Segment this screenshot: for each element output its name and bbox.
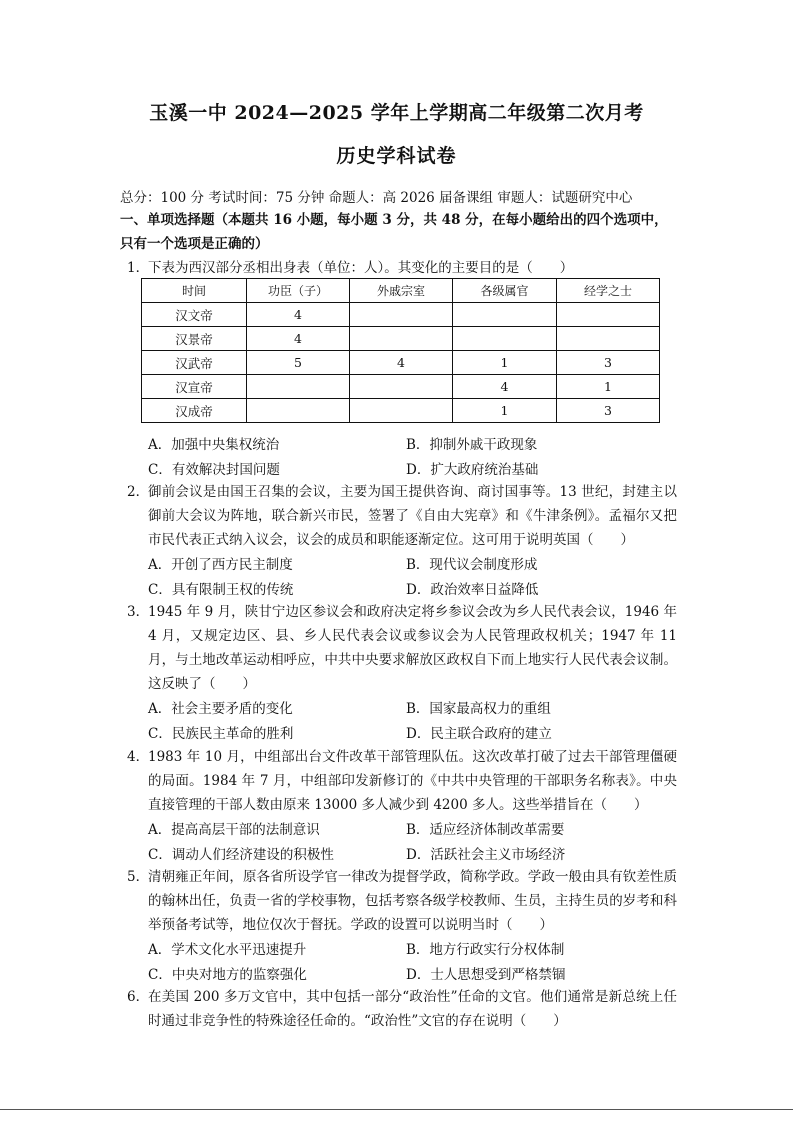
table-cell: [557, 327, 660, 351]
page-bottom-divider: [0, 1109, 793, 1110]
option-a[interactable]: A．社会主要矛盾的变化: [148, 701, 293, 717]
question-stem: 下表为西汉部分丞相出身表（单位：人）。其变化的主要目的是（ ）: [148, 260, 574, 276]
question-number: 5．: [127, 869, 150, 885]
table-cell: [247, 399, 350, 423]
table-cell: 3: [557, 399, 660, 423]
table-row: [142, 327, 660, 351]
question-2: [127, 480, 677, 552]
table-row: [142, 351, 660, 375]
option-b[interactable]: B．适应经济体制改革需要: [406, 822, 565, 838]
table-cell: [453, 303, 557, 327]
option-d[interactable]: D．士人思想受到严格禁锢: [406, 967, 566, 983]
table-cell: 汉文帝: [142, 303, 247, 327]
option-a[interactable]: A．开创了西方民主制度: [148, 557, 293, 573]
table-cell: 4: [247, 327, 350, 351]
table-cell: 汉武帝: [142, 351, 247, 375]
table-header-row: [142, 279, 660, 303]
table-cell: 1: [557, 375, 660, 399]
option-c[interactable]: C．民族民主革命的胜利: [148, 726, 294, 742]
option-a[interactable]: A．加强中央集权统治: [148, 437, 280, 453]
table-header: 各级属官: [453, 279, 557, 303]
question-number: 2．: [127, 484, 150, 500]
question-number: 1．: [127, 260, 150, 276]
table-cell: 1: [453, 399, 557, 423]
table-row: [142, 303, 660, 327]
question-stem: 1945 年 9 月，陕甘宁边区参议会和政府决定将乡参议会改为乡人民代表会议，1946 年 4 月，又规定边区、县、乡人民代表会议或参议会为人民管理政权机关；1947 年 11 月，与土地改革运动相呼应，中共中央要求解放区政权自下而上地实行人民代表会议制。这反映了（ ）: [148, 604, 677, 692]
exam-subtitle: 历史学科试卷: [336, 145, 457, 167]
question-stem: 在美国 200 多万文官中，其中包括一部分“政治性”任命的文官。他们通常是新总统上任时通过非竞争性的特殊途径任命的。“政治性”文官的存在说明（ ）: [148, 989, 677, 1029]
table-cell: 汉成帝: [142, 399, 247, 423]
option-d[interactable]: D．民主联合政府的建立: [406, 726, 552, 742]
table-header: 功臣（子）: [247, 279, 350, 303]
option-d[interactable]: D．活跃社会主义市场经济: [406, 847, 566, 863]
table-row: [142, 399, 660, 423]
question-stem: 清朝雍正年间，原各省所设学官一律改为提督学政，简称学政。学政一般由具有钦差性质的翰林出任，负责一省的学校事物，包括考察各级学校教师、生员，主持生员的岁考和科举预备考试等，地位仅次于督抚。学政的设置可以说明当时（ ）: [148, 869, 677, 933]
table-cell: [453, 327, 557, 351]
table-row: [142, 375, 660, 399]
section-heading: 一、单项选择题（本题共 16 小题，每小题 3 分，共 48 分，在每小题给出的四个选项中，只有一个选项是正确的）: [120, 212, 668, 252]
option-b[interactable]: B．抑制外戚干政现象: [406, 437, 538, 453]
option-b[interactable]: B．地方行政实行分权体制: [406, 942, 565, 958]
option-c[interactable]: C．具有限制王权的传统: [148, 582, 294, 598]
question-stem: 1983 年 10 月，中组部出台文件改革干部管理队伍。这次改革打破了过去干部管理僵硬的局面。1984 年 7 月，中组部印发新修订的《中共中央管理的干部职务名称表》。中央直接管理的干部人数由原来 13000 多人减少到 4200 多人。这些举措旨在（ ）: [148, 749, 677, 813]
option-a[interactable]: A．学术文化水平迅速提升: [148, 942, 307, 958]
table-cell: [247, 375, 350, 399]
question-1: [127, 256, 677, 280]
table-cell: [350, 375, 453, 399]
table-cell: 4: [350, 351, 453, 375]
question-number: 6．: [127, 989, 150, 1005]
option-c[interactable]: C．调动人们经济建设的积极性: [148, 847, 334, 863]
option-a[interactable]: A．提高高层干部的法制意识: [148, 822, 320, 838]
exam-title: 玉溪一中 2024—2025 学年上学期高二年级第二次月考: [149, 102, 644, 124]
option-d[interactable]: D．扩大政府统治基础: [406, 462, 539, 478]
question-stem: 御前会议是由国王召集的会议，主要为国王提供咨询、商讨国事等。13 世纪，封建主以御前大会议为阵地，联合新兴市民，签署了《自由大宪章》和《牛津条例》。孟福尔又把市民代表正式纳入议会，议会的成员和职能逐渐定位。这可用于说明英国（ ）: [148, 484, 677, 548]
table-header: 经学之士: [557, 279, 660, 303]
question-number: 3．: [127, 604, 150, 620]
question-6: [127, 985, 677, 1033]
table-cell: [350, 327, 453, 351]
table-cell: 5: [247, 351, 350, 375]
exam-meta: 总分：100 分 考试时间：75 分钟 命题人：高 2026 届备课组 审题人：试题研究中心: [120, 190, 633, 206]
option-b[interactable]: B．现代议会制度形成: [406, 557, 538, 573]
table-cell: 汉景帝: [142, 327, 247, 351]
question-number: 4．: [127, 749, 150, 765]
table-cell: 3: [557, 351, 660, 375]
table-cell: [557, 303, 660, 327]
option-b[interactable]: B．国家最高权力的重组: [406, 701, 551, 717]
question-3: [127, 600, 677, 696]
table-cell: [350, 399, 453, 423]
table-cell: [350, 303, 453, 327]
question-5: [127, 865, 677, 937]
table-header: 时间: [142, 279, 247, 303]
table-cell: 1: [453, 351, 557, 375]
chancellor-table: [141, 278, 660, 423]
option-c[interactable]: C．有效解决封国问题: [148, 462, 280, 478]
table-cell: 汉宣帝: [142, 375, 247, 399]
table-header: 外戚宗室: [350, 279, 453, 303]
option-c[interactable]: C．中央对地方的监察强化: [148, 967, 307, 983]
option-d[interactable]: D．政治效率日益降低: [406, 582, 539, 598]
table-cell: 4: [453, 375, 557, 399]
table-cell: 4: [247, 303, 350, 327]
question-4: [127, 745, 677, 817]
